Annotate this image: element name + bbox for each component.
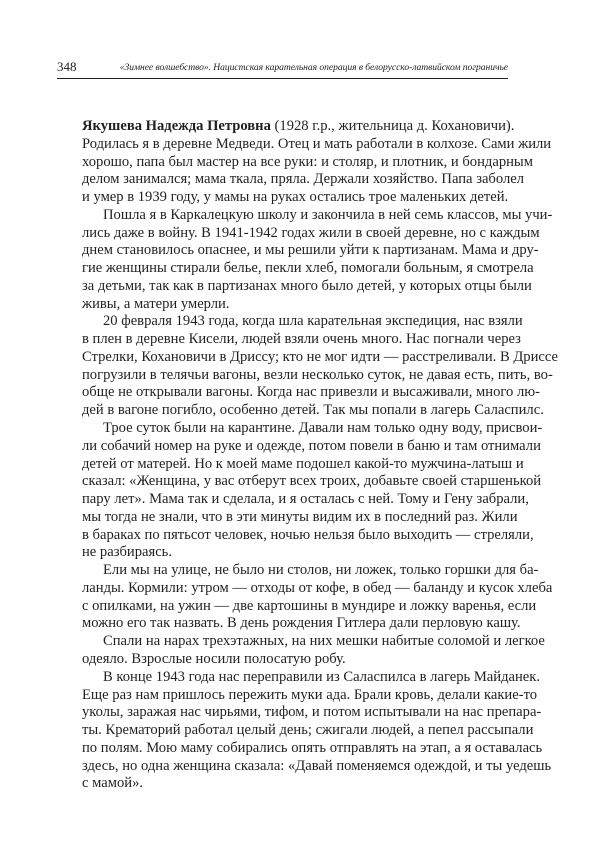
page-header (57, 58, 508, 79)
text-line: ты. Крематорий работал целый день; сжигали людей, а пепел рассыпали (82, 722, 534, 739)
text-line: погрузили в телячьи вагоны, везли несколько суток, не давая есть, пить, во- (82, 366, 553, 383)
paragraph-2 (61, 206, 553, 314)
text-line: ли собачий номер на руке и одежде, потом повели в баню и там отнимали (82, 437, 541, 454)
running-title: «Зимнее волшебство». Нацистская карательная операция в белорусско-латвийском пограничье (119, 62, 508, 73)
text-line: хорошо, папа был мастер на все руки: и столяр, и плотник, и бондарным (82, 153, 533, 170)
text-line: пару лет». Мама так и сделала, и я осталась с ней. Тому и Гену забрали, (82, 491, 529, 508)
article-body (61, 118, 558, 793)
paragraph-7 (61, 668, 552, 793)
text-line: Спали на нарах трехэтажных, на них мешки набитые соломой и легкое (103, 633, 545, 650)
text-line: Родилась я в деревне Медведи. Отец и мать работали в колхозе. Сами жили (82, 135, 552, 152)
speaker-info: (1928 г.р., жительница д. Кохановичи). (270, 118, 515, 134)
text-line: в бараках по пятьсот человек, ночью нельзя было выходить — стреляли, (82, 526, 534, 543)
text-line: гие женщины стирали белье, пекли хлеб, помогали больным, я смотрела (82, 260, 534, 277)
text-line: Еще раз нам пришлось пережить муки ада. Брали кровь, делали какие-то (82, 686, 538, 703)
text-line: мы тогда не знали, что в эти минуты видим их в последний раз. Жили (82, 508, 518, 525)
text-line: дей в вагоне погибло, особенно детей. Так мы попали в лагерь Саласпилс. (82, 402, 544, 419)
text-line: обще не открывали вагоны. Когда нас привезли и высаживали, много лю- (82, 384, 540, 401)
text-line: сказал: «Женщина, у вас отберут всех троих, добавьте своей старшенькой (82, 473, 542, 490)
text-line: за детьми, так как в партизанах много было детей, у которых отцы были (82, 277, 532, 294)
text-line: здесь, но одна женщина сказала: «Давай поменяемся одеждой, и ты уедешь (82, 757, 552, 774)
text-line: и умер в 1939 году, у мамы на руках остались трое маленьких детей. (82, 189, 509, 206)
text-line: не разбираясь. (82, 544, 172, 561)
text-line: живы, а матери умерли. (82, 295, 230, 312)
speaker-name: Якушева Надежда Петровна (82, 118, 271, 134)
text-line: 20 февраля 1943 года, когда шла карательная экспедиция, нас взяли (103, 313, 523, 330)
text-line: днем становилось опаснее, и мы решили уйти к партизанам. Мама и дру- (82, 242, 539, 259)
text-line: лись даже в войну. В 1941-1942 годах жили в своей деревне, но с каждым (82, 224, 540, 241)
paragraph-1 (61, 135, 552, 207)
text-line: Трое суток были на карантине. Давали нам только одну воду, присвои- (103, 420, 543, 437)
paragraph-6 (61, 633, 545, 669)
text-line: в плен в деревне Кисели, людей взяли очень много. Нас погнали через (82, 331, 521, 348)
paragraph-5 (61, 562, 553, 633)
text-line: ланды. Кормили: утром — отходы от кофе, в обед — баланду и кусок хлеба (82, 579, 553, 596)
text-line: по полям. Мою маму собирались опять отправлять на этап, а я оставалась (82, 739, 543, 756)
text-line: В конце 1943 года нас переправили из Саласпилса в лагерь Майданек. (103, 668, 541, 685)
text-line: детей от матерей. Но к моей маме подошел какой-то мужчина-латыш и (82, 455, 524, 472)
text-line: одеяло. Взрослые носили полосатую робу. (82, 650, 346, 667)
text-line: Стрелки, Кохановичи в Дриссу; кто не мог идти — расстреливали. В Дриссе (82, 348, 558, 365)
text-line: с опилками, на ужин — две картошины в мундире и ложку варенья, если (82, 597, 537, 614)
article-intro-line (61, 118, 515, 136)
text-line: можно его так назвать. В день рождения Гитлера дали перловую кашу. (82, 615, 521, 632)
text-line: делом занимался; мама ткала, пряла. Держали хозяйство. Папа заболел (82, 171, 525, 188)
text-line: уколы, заражая нас чирьями, тифом, и потом испытывали на нас препара- (82, 704, 542, 721)
text-line: Пошла я в Каркалецкую школу и закончила в ней семь классов, мы учи- (103, 206, 553, 223)
paragraph-4 (61, 420, 543, 562)
paragraph-3 (61, 313, 558, 420)
text-line: с мамой». (82, 775, 144, 792)
text-line: Ели мы на улице, не было ни столов, ни ложек, только горшки для ба- (103, 562, 539, 579)
page-number: 348 (57, 59, 77, 74)
